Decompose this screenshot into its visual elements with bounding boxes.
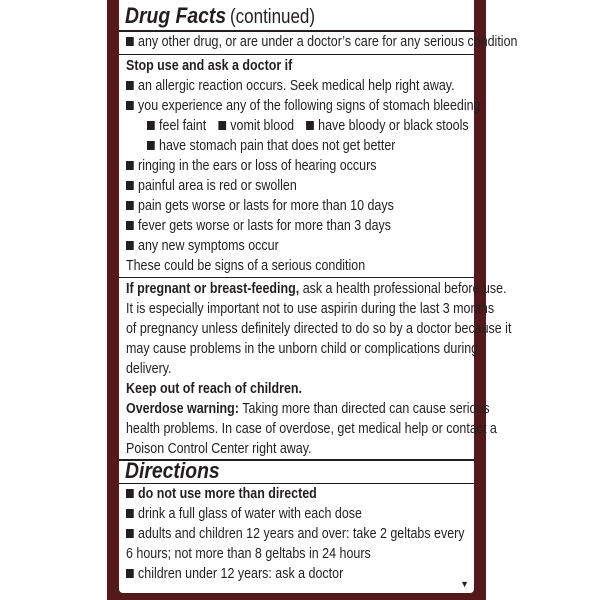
list-item: you experience any of the following signs of stomach bleeding: [126, 96, 484, 116]
bullet-icon [126, 201, 134, 210]
warning-line: any other drug, or are under a doctor’s care for any serious condition [126, 32, 517, 52]
bullet-icon [126, 81, 134, 90]
overdose-text: health problems. In case of overdose, get medical help or contact a [126, 421, 497, 437]
sub-list-item: have stomach pain that does not get better [147, 136, 395, 156]
directions-title: Directions [125, 458, 220, 483]
bullet-icon [147, 141, 155, 150]
overdose-heading: Overdose warning: [126, 401, 239, 417]
bullet-icon [218, 121, 226, 130]
bullet-icon [126, 489, 134, 498]
list-item: pain gets worse or lasts for more than 10 days [126, 196, 394, 216]
bullet-icon [126, 181, 134, 190]
bullet-icon [126, 37, 134, 46]
drug-facts-title: Drug Facts [125, 3, 227, 28]
bullet-icon [126, 101, 134, 110]
drug-facts-panel [119, 0, 518, 593]
keep-out-heading: Keep out of reach of children. [126, 381, 302, 397]
stop-use-closing: These could be signs of a serious condition [126, 258, 366, 274]
pregnancy-line: If pregnant or breast-feeding, ask a health professional before use. [126, 281, 507, 297]
directions-item: do not use more than directed [126, 484, 317, 504]
pregnancy-text: delivery. [126, 361, 172, 377]
sub-list-row: feel faint vomit blood have bloody or black stools [147, 116, 477, 136]
list-item: ringing in the ears or loss of hearing occurs [126, 156, 376, 176]
continue-arrow-icon: ▼ [460, 579, 469, 589]
section-rule [119, 277, 474, 278]
pregnancy-text: of pregnancy unless definitely directed to do so by a doctor because it [126, 321, 512, 337]
drug-facts-continued: (continued) [229, 6, 315, 28]
list-item: an allergic reaction occurs. Seek medical help right away. [126, 76, 455, 96]
overdose-line: Overdose warning: Taking more than directed can cause serious [126, 401, 490, 417]
bullet-icon [126, 569, 134, 578]
bullet-icon [147, 121, 155, 130]
list-item: painful area is red or swollen [126, 176, 297, 196]
bullet-icon [126, 221, 134, 230]
directions-item: drink a full glass of water with each dose [126, 504, 362, 524]
bullet-icon [306, 121, 314, 130]
directions-item: children under 12 years: ask a doctor [126, 564, 343, 584]
directions-item: adults and children 12 years and over: take 2 geltabs every [126, 524, 465, 544]
overdose-text: Poison Control Center right away. [126, 441, 312, 457]
section-rule [119, 54, 474, 55]
drug-facts-header [125, 3, 330, 29]
pregnancy-text: It is especially important not to use aspirin during the last 3 months [126, 301, 495, 317]
bullet-icon [126, 241, 134, 250]
bullet-icon [126, 161, 134, 170]
pregnancy-heading: If pregnant or breast-feeding, [126, 281, 300, 297]
list-item: fever gets worse or lasts for more than 3 days [126, 216, 391, 236]
bullet-icon [126, 529, 134, 538]
bullet-icon [126, 509, 134, 518]
pregnancy-text: may cause problems in the unborn child or complications during [126, 341, 479, 357]
directions-text: 6 hours; not more than 8 geltabs in 24 hours [126, 546, 371, 562]
list-item: any new symptoms occur [126, 236, 279, 256]
stop-use-heading: Stop use and ask a doctor if [126, 58, 293, 74]
